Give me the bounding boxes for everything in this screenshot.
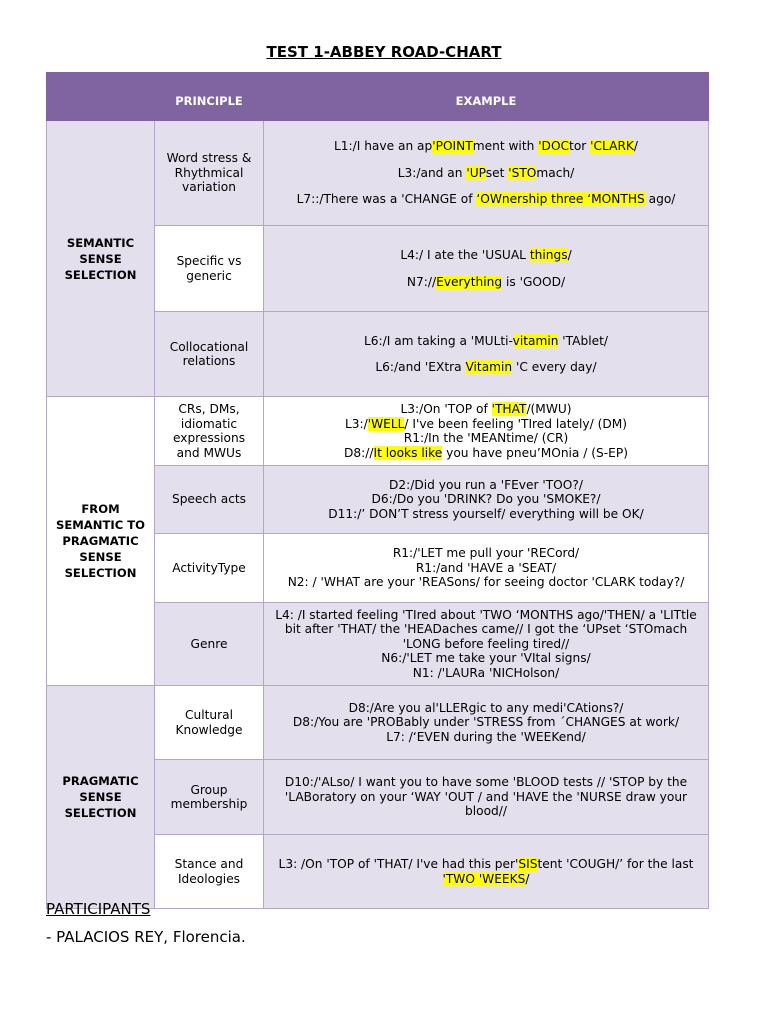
- example-line: [270, 546, 702, 561]
- example-line: [270, 701, 702, 716]
- highlighted-text: SIS: [518, 857, 538, 871]
- example-line: [270, 608, 702, 652]
- highlighted-text: Vitamin: [465, 360, 513, 374]
- example-line: [270, 492, 702, 507]
- example-line: [270, 730, 702, 745]
- category-from-semantic-to-pragmatic: FROM SEMANTIC TO PRAGMATIC SENSE SELECTION: [47, 397, 155, 686]
- header-example: EXAMPLE: [264, 73, 709, 121]
- example-line: [270, 666, 702, 681]
- example-text: /(MWU): [526, 402, 572, 416]
- highlighted-text: 'TWO 'WEEKS: [442, 871, 526, 886]
- example-line: [270, 417, 702, 432]
- principle-cell: Word stress & Rhythmical variation: [155, 121, 264, 226]
- example-text: ment with: [472, 139, 539, 154]
- example-line: [270, 715, 702, 730]
- document-title: TEST 1-ABBEY ROAD-CHART: [266, 43, 502, 61]
- example-text: N7://: [406, 274, 437, 289]
- table-row: [47, 397, 709, 466]
- example-text: L7: /‘EVEN during the 'WEEKend/: [386, 729, 586, 744]
- example-cell: [264, 686, 709, 760]
- example-cell: [264, 835, 709, 909]
- highlighted-text: 'POINT: [432, 139, 473, 154]
- example-line: [270, 446, 702, 461]
- example-text: D8://: [344, 445, 374, 460]
- example-text: R1:/'LET me pull your 'RECord/: [392, 546, 580, 561]
- example-line: [270, 192, 702, 207]
- example-text: L4: /I started feeling 'TIred about 'TWO ‘MONTHS ago/'THEN/ a 'LITtle bit after 'THAT/ the 'HEADaches came// I got the ‘UPset ‘STOmach 'LONG before feeling tired//: [275, 607, 697, 651]
- example-line: [270, 561, 702, 576]
- example-text: 'C every day/: [512, 360, 597, 374]
- example-line: [270, 478, 702, 493]
- abbey-road-chart-table: [46, 72, 709, 909]
- example-line: [270, 575, 702, 590]
- highlighted-text: 'UP: [466, 165, 486, 180]
- example-line: [270, 248, 702, 263]
- header-empty-cell: [47, 73, 155, 121]
- example-line: [270, 431, 702, 446]
- example-cell: [264, 312, 709, 397]
- example-text: ago/: [644, 192, 676, 207]
- example-text: D8:/You are 'PROBably under 'STRESS from ´CHANGES at work/: [292, 715, 680, 730]
- example-line: [270, 334, 702, 349]
- example-text: tor: [569, 139, 591, 154]
- principle-cell: ActivityType: [155, 534, 264, 603]
- example-text: N1: /'LAURa 'NICHolson/: [412, 665, 560, 680]
- example-text: /: [525, 871, 530, 886]
- example-line: [270, 857, 702, 886]
- example-text: L4:/ I ate the 'USUAL: [400, 248, 530, 262]
- example-line: [270, 275, 702, 290]
- principle-cell: Genre: [155, 603, 264, 686]
- example-line: [270, 775, 702, 819]
- example-text: D10:/'ALso/ I want you to have some 'BLOOD tests // 'STOP by the 'LABoratory on your ‘WAY 'OUT / and 'HAVE the 'NURSE draw your blood//: [284, 775, 688, 819]
- header-principle: PRINCIPLE: [155, 73, 264, 121]
- example-cell: [264, 226, 709, 312]
- example-cell: [264, 534, 709, 603]
- highlighted-text: 'THAT: [491, 402, 527, 416]
- example-text: mach/: [536, 165, 575, 180]
- highlighted-text: things: [529, 248, 568, 262]
- example-text: / I've been feeling 'TIred lately/ (DM): [404, 416, 628, 431]
- participants-heading: PARTICIPANTS: [46, 900, 151, 918]
- example-text: L6:/I am taking a 'MULti-: [363, 333, 513, 348]
- principle-cell: Speech acts: [155, 466, 264, 534]
- example-text: D2:/Did you run a 'FEver 'TOO?/: [389, 477, 583, 492]
- example-text: L1:/I have an ap: [333, 139, 433, 154]
- principle-cell: Collocational relations: [155, 312, 264, 397]
- highlighted-text: 'WELL: [367, 416, 405, 431]
- principle-cell: Specific vs generic: [155, 226, 264, 312]
- example-cell: [264, 760, 709, 835]
- highlighted-text: 'STO: [508, 165, 537, 180]
- example-text: /: [567, 248, 572, 262]
- example-text: R1:/In the 'MEANtime/ (CR): [403, 431, 569, 445]
- example-cell: [264, 466, 709, 534]
- table-row: [47, 121, 709, 226]
- participant-name: - PALACIOS REY, Florencia.: [46, 928, 246, 946]
- example-line: [270, 166, 702, 181]
- principle-cell: CRs, DMs, idiomatic expressions and MWUs: [155, 397, 264, 466]
- highlighted-text: ‘OWnership three ‘MONTHS: [476, 192, 645, 207]
- table-header-row: [47, 73, 709, 121]
- example-line: [270, 507, 702, 522]
- example-text: /: [633, 139, 639, 154]
- principle-cell: Group membership: [155, 760, 264, 835]
- example-text: N2: / 'WHAT are your 'REASons/ for seeing doctor 'CLARK today?/: [287, 575, 685, 590]
- example-line: [270, 402, 702, 417]
- example-text: L3: /On 'TOP of 'THAT/ I've had this per': [278, 857, 519, 871]
- example-text: D6:/Do you 'DRINK? Do you 'SMOKE?/: [371, 492, 601, 507]
- highlighted-text: 'CLARK: [590, 139, 634, 154]
- example-text: R1:/and 'HAVE a 'SEAT/: [415, 560, 557, 575]
- example-text: L3:/and an: [397, 165, 467, 180]
- category-pragmatic: PRAGMATIC SENSE SELECTION: [47, 686, 155, 909]
- example-cell: [264, 121, 709, 226]
- example-line: [270, 651, 702, 666]
- example-cell: [264, 397, 709, 466]
- example-text: is 'GOOD/: [502, 274, 566, 289]
- example-text: N6:/'LET me take your 'VItal signs/: [381, 651, 591, 666]
- example-text: you have pneu’MOnia / (S-EP): [442, 445, 628, 460]
- example-text: set: [485, 165, 509, 180]
- table-row: [47, 686, 709, 760]
- example-text: L7::/There was a 'CHANGE of: [296, 192, 477, 207]
- example-text: tent 'COUGH/’ for the last: [537, 857, 694, 871]
- principle-cell: Cultural Knowledge: [155, 686, 264, 760]
- example-text: 'TAblet/: [558, 333, 609, 348]
- example-text: D8:/Are you al'LLERgic to any medi'CAtions?/: [348, 700, 624, 715]
- example-text: L6:/and 'EXtra: [375, 360, 466, 374]
- example-line: [270, 139, 702, 154]
- category-semantic: SEMANTIC SENSE SELECTION: [47, 121, 155, 397]
- highlighted-text: It looks like: [373, 445, 443, 460]
- example-cell: [264, 603, 709, 686]
- highlighted-text: 'DOC: [538, 139, 570, 154]
- highlighted-text: Everything: [436, 274, 503, 289]
- principle-cell: Stance and Ideologies: [155, 835, 264, 909]
- example-text: L3:/: [344, 416, 368, 431]
- example-text: L3:/On 'TOP of: [400, 402, 492, 416]
- example-text: D11:/’ DON’T stress yourself/ everything will be OK/: [328, 506, 644, 521]
- example-line: [270, 360, 702, 375]
- highlighted-text: vitamin: [512, 333, 559, 348]
